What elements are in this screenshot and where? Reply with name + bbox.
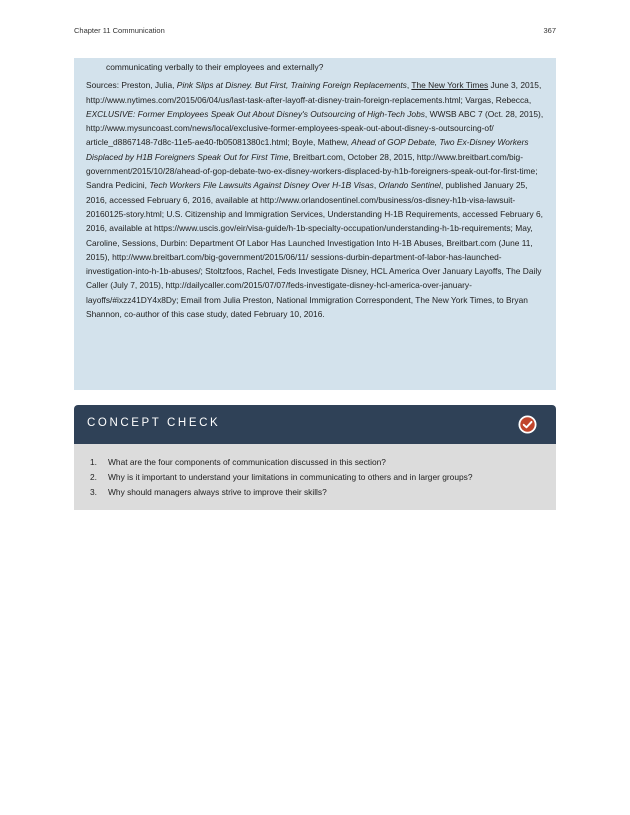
citation-title-italic: Tech Workers File Lawsuits Against Disney Over H-1B Visas [149,180,374,191]
question-number: 1. [90,457,97,467]
citation-title-italic: Pink Slips at Disney. But First, Training Foreign Replacements [176,80,407,91]
question-item [90,470,544,485]
citation-text-run: , published January 25, 2016, accessed February 6, 2016, available at http://www.orlandosentinel.com/business/os-disney-h1b-visa-lawsuit-20160125-story.html; U.S. Citizenship and Immigration Services, Understanding H-1B Requirements, accessed February 6, 2016, available at https://www.uscis.gov/eir/visa-guide/h-1b-specialty-occupation/understanding-h-1b-requirements; May, Caroline, Sessions, Durbin: Department Of Labor Has Launched Investigation Into H-1B Abuses, Breitbart.com (June 11, 2015), http://www.breitbart.com/big-government/2015/06/11/ sessions-durbin-department-of-labor-has-launched-investigation-into-h-1b-abuses/; Stoltzfoos, Rachel, Feds Investigate Disney, HCL America Over January Layoffs, The Daily Caller (July 7, 2015), http://dailycaller.com/2015/07/07/feds-investigate-disney-hcl-america-over-january-layoffs/#ixzz41DY4x8Dy; Email from Julia Preston, National Immigration Correspondent, The New York Times, to Bryan Shannon, co-author of this case study, dated February 10, 2016. [86,180,543,320]
citation-text-run: , [406,80,412,91]
question-number: 3. [90,487,97,497]
citation-publication-underlined: The New York Times [411,80,489,91]
citation-title-italic: EXCLUSIVE: Former Employees Speak Out About Disney's Outsourcing of High-Tech Jobs [86,108,425,119]
citation-title-italic: Orlando Sentinel [378,180,441,191]
citation-text-run: , Breitbart.com, October 28, 2015, http://www.breitbart.com/big-government/2015/10/28/ahead-of-gop-debate-two-ex-disney-workers-displaced-by-h1b-foreigners-speak-out-for-first-time; Sandra Pedicini, [86,151,538,191]
citation-text-run: , [373,180,379,191]
citation-text-run: June 3, 2015, http://www.nytimes.com/2015/06/04/us/last-task-after-layoff-at-disney-train-foreign-replacements.html; Vargas, Rebecca, [86,80,542,105]
page-number: 367 [543,26,556,35]
concept-check-title: CONCEPT CHECK [87,417,221,429]
sources-citation-text [86,78,544,321]
concept-check-header [74,405,556,444]
concept-check-body [74,444,556,510]
question-item [90,485,544,500]
concept-check-box [74,405,556,510]
discussion-question-tail: communicating verbally to their employees and externally? [106,62,324,72]
citation-text-run: Sources: Preston, Julia, [86,80,177,91]
question-text: Why is it important to understand your limitations in communicating to others and in larger groups? [108,472,473,482]
case-study-sources-box [74,58,556,390]
citation-title-italic: Ahead of GOP Debate, Two Ex-Disney Workers Displaced by H1B Foreigners Speak Out for First Time [86,137,529,162]
question-item [90,455,544,470]
question-text: What are the four components of communication discussed in this section? [108,457,386,467]
question-text: Why should managers always strive to improve their skills? [108,487,327,497]
chapter-title: Chapter 11 Communication [74,26,165,35]
citation-text-run: , WWSB ABC 7 (Oct. 28, 2015), http://www.mysuncoast.com/news/local/exclusive-former-employees-speak-out-about-disney-s-outsourcing-of/ article_d8867148-7d8c-11e5-ae40-fb05081380c1.html; Boyle, Mathew, [86,108,544,148]
question-number: 2. [90,472,97,482]
concept-check-questions [90,455,544,500]
running-header [74,26,556,38]
checkmark-circle-icon [518,415,537,434]
